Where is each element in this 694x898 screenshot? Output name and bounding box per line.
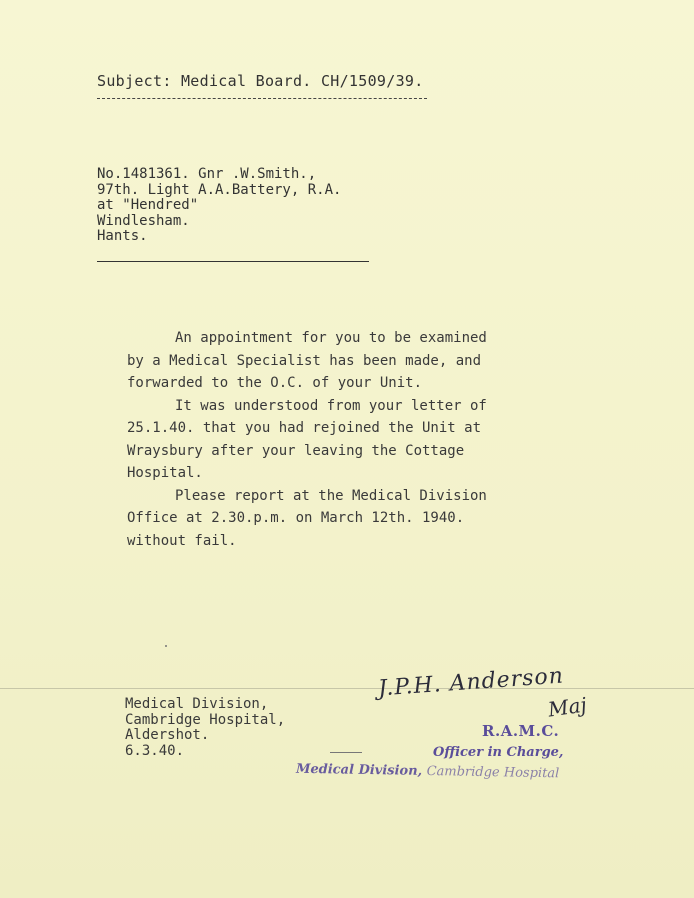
- stamp-division-name: Medical Division,: [295, 761, 423, 779]
- address-line: Windlesham.: [97, 212, 190, 229]
- stamp-division: [296, 762, 560, 782]
- body-line: without fail.: [127, 532, 237, 549]
- body-line: forwarded to the O.C. of your Unit.: [127, 375, 423, 391]
- sender-line: Cambridge Hospital,: [125, 711, 286, 728]
- stamp-officer-title: Officer in Charge,: [433, 745, 564, 760]
- address-line: 97th. Light A.A.Battery, R.A.: [97, 181, 342, 198]
- address-line: Hants.: [97, 228, 148, 244]
- address-line: No.1481361. Gnr .W.Smith.,: [97, 166, 317, 182]
- paper-fold-line: [0, 688, 694, 689]
- letter-body: [127, 327, 547, 552]
- dash-mark: [330, 752, 362, 753]
- body-line: Wraysbury after your leaving the Cottage: [127, 442, 465, 459]
- stamp-hospital-name: Cambridge Hospital: [426, 763, 560, 782]
- body-line: 25.1.40. that you had rejoined the Unit at: [127, 420, 482, 436]
- recipient-address: [97, 167, 341, 245]
- paragraph-appointment: [127, 327, 547, 395]
- paragraph-report: [127, 485, 547, 553]
- address-line: at "Hendred": [97, 197, 199, 213]
- body-line: Please report at the Medical Division: [175, 487, 487, 504]
- sender-line: Aldershot.: [125, 727, 210, 743]
- body-line: It was understood from your letter of: [175, 397, 487, 414]
- body-line: Office at 2.30.p.m. on March 12th. 1940.: [127, 510, 465, 526]
- signature-rank: Maj: [546, 692, 589, 722]
- body-line: Hospital.: [127, 465, 203, 481]
- subject-underline: [97, 98, 427, 99]
- address-underline: [97, 261, 369, 262]
- sender-address: [125, 697, 285, 759]
- ink-speck: [165, 645, 167, 647]
- sender-line: Medical Division,: [125, 696, 269, 712]
- body-line: An appointment for you to be examined: [175, 330, 487, 346]
- subject-line: Subject: Medical Board. CH/1509/39.: [97, 72, 424, 90]
- handwritten-signature: J.P.H. Anderson: [377, 663, 565, 702]
- body-line: by a Medical Specialist has been made, and: [127, 352, 482, 369]
- sender-date: 6.3.40.: [125, 742, 185, 759]
- paragraph-rejoined: [127, 395, 547, 485]
- stamp-corps: R.A.M.C.: [482, 722, 560, 740]
